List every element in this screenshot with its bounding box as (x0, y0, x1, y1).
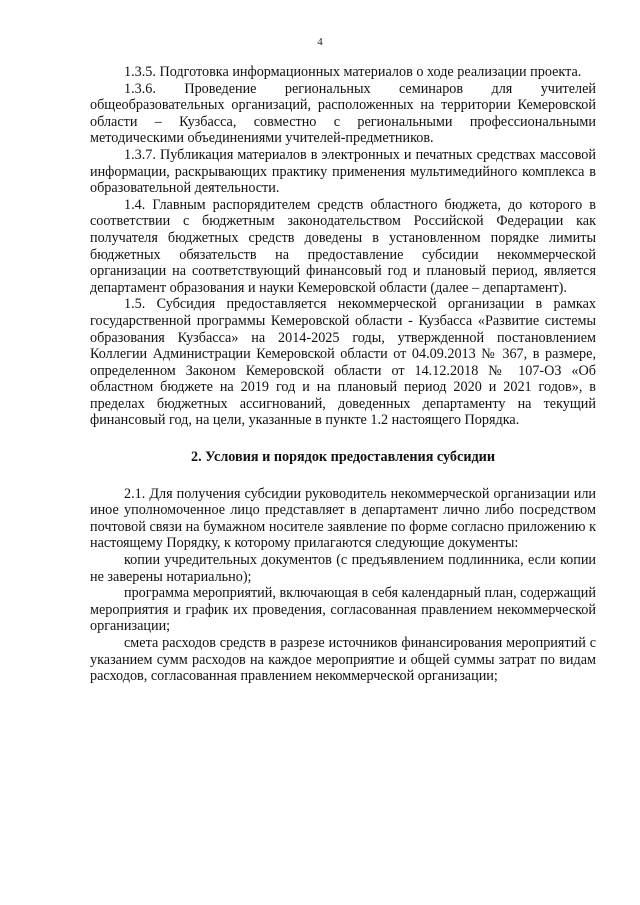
paragraph-1-3-5: 1.3.5. Подготовка информационных материалов о ходе реализации проекта. (124, 64, 582, 80)
list-item-charter-copies: копии учредительных документов (с предъявлением подлинника, если копии не заверены нотариально); (90, 552, 596, 585)
paragraph-1-3-7: 1.3.7. Публикация материалов в электронных и печатных средствах массовой информации, раскрывающих практику применения мультимедийного комплекса в образовательной деятельности. (90, 146, 596, 197)
paragraph-1-3-6: 1.3.6. Проведение региональных семинаров для учителей общеобразовательных организаций, расположенных на территории Кемеровской области – Кузбасса, совместно с региональными профессиональными методическими объединениями учителей-предметников. (90, 80, 596, 147)
section-2-heading: 2. Условия и порядок предоставления субсидии (190, 449, 496, 466)
paragraph-1-4: 1.4. Главным распорядителем средств областного бюджета, до которого в соответствии с бюджетным законодательством Российской Федерации как получателя бюджетных средств доведены в установленном порядке лимиты бюджетных обязательств на предоставление субсидии некоммерческой организации на соответствующий финансовый год и плановый период, является департамент образования и науки Кемеровской области (далее – департамент). (90, 196, 596, 296)
paragraph-2-1: 2.1. Для получения субсидии руководитель некоммерческой организации или иное уполномоченное лицо представляет в департамент лично либо посредством почтовой связи на бумажном носителе заявление по форме согласно приложению к настоящему Порядку, к которому прилагаются следующие документы: (90, 485, 596, 552)
list-item-event-program: программа мероприятий, включающая в себя календарный план, содержащий мероприятия и график их проведения, согласованная правлением некоммерческой организации; (90, 585, 596, 635)
document-body (90, 64, 596, 685)
page-number: 4 (317, 36, 323, 48)
paragraph-1-5: 1.5. Субсидия предоставляется некоммерческой организации в рамках государственной программы Кемеровской области - Кузбасса «Развитие системы образования Кузбасса» на 2014-2025 годы, утвержденной постановлением Коллегии Администрации Кемеровской области от 04.09.2013 № 367, в размере, определенном Законом Кемеровской области от 14.12.2018 № 107-ОЗ «Об областном бюджете на 2019 год и на плановый период 2020 и 2021 годов», в пределах бюджетных ассигнований, доведенных департаменту на текущий финансовый год, на цели, указанные в пункте 1.2 настоящего Порядка. (90, 296, 596, 429)
list-item-cost-estimate: смета расходов средств в разрезе источников финансирования мероприятий с указанием сумм расходов на каждое мероприятие и общей суммы затрат по видам расходов, согласованная правлением некоммерческой организации; (90, 635, 596, 685)
